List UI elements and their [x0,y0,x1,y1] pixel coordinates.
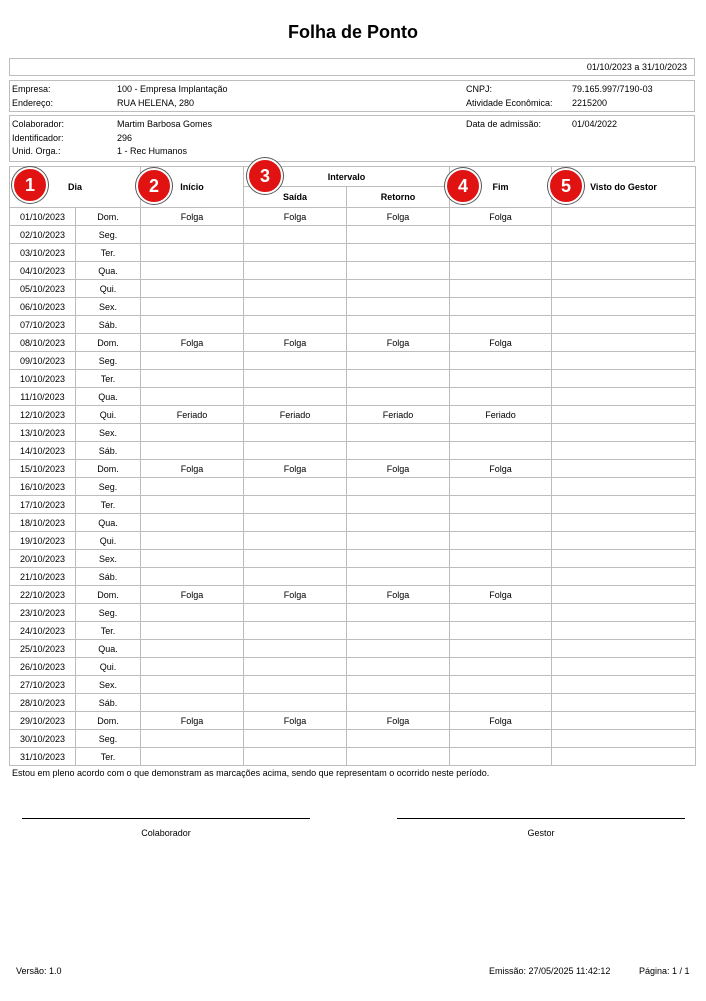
callout-badge-1: 1 [12,167,48,203]
retorno-cell: Folga [347,334,450,352]
fim-cell [450,604,552,622]
fim-cell [450,478,552,496]
timesheet-body [10,208,696,766]
day-date: 17/10/2023 [10,496,76,514]
timesheet-row [10,370,696,388]
day-date: 10/10/2023 [10,370,76,388]
fim-cell [450,568,552,586]
retorno-cell [347,748,450,766]
retorno-cell: Folga [347,460,450,478]
inicio-cell [141,658,244,676]
retorno-cell [347,316,450,334]
visto-cell [552,730,696,748]
day-of-week: Seg. [76,604,141,622]
inicio-cell [141,622,244,640]
saida-cell [244,352,347,370]
header-saida: Saída [244,187,347,208]
unidade-value: 1 - Rec Humanos [117,146,188,156]
fim-cell [450,316,552,334]
saida-cell [244,550,347,568]
day-date: 18/10/2023 [10,514,76,532]
fim-cell: Folga [450,334,552,352]
retorno-cell [347,550,450,568]
retorno-cell [347,658,450,676]
inicio-cell [141,298,244,316]
retorno-cell [347,676,450,694]
header-visto-gestor: Visto do Gestor [552,167,696,208]
day-date: 11/10/2023 [10,388,76,406]
page-title: Folha de Ponto [288,22,418,42]
visto-cell [552,208,696,226]
day-of-week: Qua. [76,640,141,658]
header-inicio: Início [141,167,244,208]
day-of-week: Sáb. [76,442,141,460]
day-date: 06/10/2023 [10,298,76,316]
day-date: 23/10/2023 [10,604,76,622]
saida-cell: Folga [244,460,347,478]
retorno-cell [347,496,450,514]
fim-cell: Folga [450,586,552,604]
colaborador-value: Martim Barbosa Gomes [117,119,213,129]
period-range: 01/10/2023 a 31/10/2023 [586,62,687,72]
fim-cell [450,442,552,460]
saida-cell [244,694,347,712]
timesheet-row [10,298,696,316]
visto-cell [552,496,696,514]
timesheet-row [10,208,696,226]
identificador-label: Identificador: [12,133,64,143]
header-retorno: Retorno [347,187,450,208]
inicio-cell [141,478,244,496]
footer-emission: Emissão: 27/05/2025 11:42:12 [489,966,611,976]
callout-badge-2: 2 [136,168,172,204]
gestor-signature-line [397,818,685,819]
cnpj-value: 79.165.997/7190-03 [572,84,653,94]
endereco-label: Endereço: [12,98,54,108]
fim-cell [450,514,552,532]
visto-cell [552,316,696,334]
fim-cell: Folga [450,208,552,226]
cnpj-label: CNPJ: [466,84,493,94]
timesheet-row [10,244,696,262]
timesheet-row [10,730,696,748]
day-of-week: Sáb. [76,568,141,586]
day-date: 01/10/2023 [10,208,76,226]
day-of-week: Seg. [76,352,141,370]
timesheet-row [10,640,696,658]
employee-info-box [9,115,695,162]
visto-cell [552,604,696,622]
period-box [9,58,695,76]
day-of-week: Dom. [76,334,141,352]
inicio-cell [141,568,244,586]
visto-cell [552,478,696,496]
retorno-cell [347,244,450,262]
day-date: 29/10/2023 [10,712,76,730]
timesheet-row [10,226,696,244]
inicio-cell [141,532,244,550]
fim-cell [450,370,552,388]
visto-cell [552,694,696,712]
saida-cell [244,424,347,442]
endereco-value: RUA HELENA, 280 [117,98,195,108]
saida-cell [244,514,347,532]
retorno-cell [347,532,450,550]
company-info-box [9,80,695,112]
colaborador-label: Colaborador: [12,119,65,129]
retorno-cell [347,442,450,460]
fim-cell [450,550,552,568]
retorno-cell [347,388,450,406]
visto-cell [552,712,696,730]
atividade-value: 2215200 [572,98,608,108]
day-date: 19/10/2023 [10,532,76,550]
fim-cell: Folga [450,712,552,730]
timesheet-row [10,334,696,352]
inicio-cell [141,550,244,568]
timesheet-row [10,622,696,640]
day-of-week: Qui. [76,280,141,298]
retorno-cell [347,514,450,532]
timesheet-row [10,694,696,712]
identificador-value: 296 [117,133,133,143]
day-of-week: Sex. [76,298,141,316]
fim-cell [450,532,552,550]
inicio-cell [141,352,244,370]
visto-cell [552,568,696,586]
visto-cell [552,442,696,460]
day-of-week: Sex. [76,550,141,568]
footer-version: Versão: 1.0 [16,966,62,976]
saida-cell [244,568,347,586]
saida-cell [244,532,347,550]
retorno-cell [347,226,450,244]
saida-cell: Feriado [244,406,347,424]
timesheet-row [10,604,696,622]
retorno-cell: Folga [347,586,450,604]
visto-cell [552,406,696,424]
saida-cell [244,316,347,334]
day-date: 09/10/2023 [10,352,76,370]
day-of-week: Dom. [76,460,141,478]
fim-cell [450,262,552,280]
timesheet-row [10,406,696,424]
empresa-label: Empresa: [12,84,51,94]
visto-cell [552,388,696,406]
visto-cell [552,370,696,388]
fim-cell [450,730,552,748]
fim-cell: Folga [450,460,552,478]
timesheet-row [10,262,696,280]
timesheet-row [10,460,696,478]
inicio-cell [141,424,244,442]
inicio-cell [141,640,244,658]
retorno-cell [347,694,450,712]
timesheet-row [10,316,696,334]
callout-badge-4: 4 [445,168,481,204]
day-date: 25/10/2023 [10,640,76,658]
visto-cell [552,298,696,316]
visto-cell [552,262,696,280]
day-of-week: Dom. [76,586,141,604]
visto-cell [552,658,696,676]
inicio-cell: Feriado [141,406,244,424]
day-date: 20/10/2023 [10,550,76,568]
saida-cell: Folga [244,712,347,730]
retorno-cell [347,298,450,316]
visto-cell [552,532,696,550]
gestor-signature-label: Gestor [527,828,555,838]
day-date: 21/10/2023 [10,568,76,586]
fim-cell [450,226,552,244]
fim-cell [450,298,552,316]
inicio-cell [141,262,244,280]
day-of-week: Qua. [76,388,141,406]
saida-cell [244,604,347,622]
timesheet-row [10,586,696,604]
inicio-cell [141,748,244,766]
saida-cell [244,370,347,388]
day-of-week: Qui. [76,532,141,550]
fim-cell [450,244,552,262]
saida-cell [244,280,347,298]
timesheet-row [10,658,696,676]
visto-cell [552,352,696,370]
unidade-label: Unid. Orga.: [12,146,61,156]
day-of-week: Qui. [76,658,141,676]
timesheet-row [10,388,696,406]
saida-cell [244,478,347,496]
saida-cell [244,748,347,766]
inicio-cell [141,694,244,712]
colaborador-signature-line [22,818,310,819]
timesheet-row [10,478,696,496]
saida-cell [244,298,347,316]
inicio-cell [141,730,244,748]
saida-cell [244,622,347,640]
saida-cell [244,244,347,262]
inicio-cell: Folga [141,586,244,604]
fim-cell [450,694,552,712]
fim-cell: Feriado [450,406,552,424]
callout-badge-5: 5 [548,168,584,204]
day-date: 22/10/2023 [10,586,76,604]
day-of-week: Sáb. [76,694,141,712]
callout-badge-3: 3 [247,158,283,194]
inicio-cell [141,514,244,532]
inicio-cell: Folga [141,460,244,478]
saida-cell [244,388,347,406]
day-of-week: Seg. [76,226,141,244]
empresa-value: 100 - Empresa Implantação [117,84,228,94]
inicio-cell [141,316,244,334]
fim-cell [450,622,552,640]
visto-cell [552,586,696,604]
day-of-week: Seg. [76,478,141,496]
saida-cell [244,442,347,460]
retorno-cell: Folga [347,208,450,226]
visto-cell [552,514,696,532]
day-date: 27/10/2023 [10,676,76,694]
day-date: 30/10/2023 [10,730,76,748]
day-of-week: Seg. [76,730,141,748]
agreement-statement: Estou em pleno acordo com o que demonstram as marcações acima, sendo que representam o ocorrido neste período. [12,768,490,778]
inicio-cell: Folga [141,208,244,226]
day-of-week: Qua. [76,262,141,280]
day-date: 13/10/2023 [10,424,76,442]
day-date: 31/10/2023 [10,748,76,766]
fim-cell [450,748,552,766]
day-date: 03/10/2023 [10,244,76,262]
saida-cell [244,226,347,244]
timesheet-row [10,442,696,460]
day-of-week: Sex. [76,424,141,442]
day-date: 24/10/2023 [10,622,76,640]
day-date: 08/10/2023 [10,334,76,352]
visto-cell [552,244,696,262]
day-of-week: Ter. [76,244,141,262]
visto-cell [552,280,696,298]
retorno-cell [347,424,450,442]
visto-cell [552,640,696,658]
timesheet-row [10,568,696,586]
inicio-cell: Folga [141,334,244,352]
saida-cell [244,676,347,694]
fim-cell [450,658,552,676]
day-date: 26/10/2023 [10,658,76,676]
day-of-week: Ter. [76,496,141,514]
header-intervalo: Intervalo [244,167,450,187]
day-of-week: Dom. [76,712,141,730]
saida-cell [244,658,347,676]
retorno-cell [347,568,450,586]
day-of-week: Ter. [76,370,141,388]
retorno-cell [347,730,450,748]
saida-cell [244,730,347,748]
retorno-cell [347,370,450,388]
retorno-cell: Feriado [347,406,450,424]
visto-cell [552,334,696,352]
visto-cell [552,226,696,244]
timesheet-row [10,532,696,550]
timesheet-row [10,424,696,442]
day-of-week: Dom. [76,208,141,226]
day-date: 12/10/2023 [10,406,76,424]
day-of-week: Ter. [76,748,141,766]
inicio-cell [141,604,244,622]
timesheet-row [10,712,696,730]
fim-cell [450,640,552,658]
colaborador-signature-label: Colaborador [141,828,191,838]
visto-cell [552,748,696,766]
retorno-cell [347,622,450,640]
timesheet-row [10,352,696,370]
day-date: 05/10/2023 [10,280,76,298]
inicio-cell [141,244,244,262]
timesheet-row [10,514,696,532]
header-dia: Dia [10,167,141,208]
visto-cell [552,622,696,640]
fim-cell [450,388,552,406]
inicio-cell [141,370,244,388]
day-of-week: Sáb. [76,316,141,334]
day-date: 04/10/2023 [10,262,76,280]
atividade-label: Atividade Econômica: [466,98,553,108]
admissao-label: Data de admissão: [466,119,542,129]
timesheet-row [10,748,696,766]
fim-cell [450,352,552,370]
day-of-week: Qua. [76,514,141,532]
day-of-week: Qui. [76,406,141,424]
saida-cell: Folga [244,334,347,352]
retorno-cell [347,262,450,280]
fim-cell [450,676,552,694]
inicio-cell: Folga [141,712,244,730]
day-date: 14/10/2023 [10,442,76,460]
retorno-cell [347,604,450,622]
fim-cell [450,280,552,298]
visto-cell [552,424,696,442]
admissao-value: 01/04/2022 [572,119,618,129]
timesheet-row [10,496,696,514]
day-date: 15/10/2023 [10,460,76,478]
day-of-week: Sex. [76,676,141,694]
saida-cell [244,640,347,658]
day-of-week: Ter. [76,622,141,640]
inicio-cell [141,442,244,460]
inicio-cell [141,496,244,514]
footer-page: Página: 1 / 1 [639,966,690,976]
timesheet-row [10,550,696,568]
retorno-cell [347,478,450,496]
saida-cell: Folga [244,208,347,226]
timesheet-row [10,280,696,298]
day-date: 16/10/2023 [10,478,76,496]
day-date: 28/10/2023 [10,694,76,712]
retorno-cell: Folga [347,712,450,730]
timesheet-table [9,166,696,766]
inicio-cell [141,388,244,406]
saida-cell [244,496,347,514]
day-date: 07/10/2023 [10,316,76,334]
inicio-cell [141,280,244,298]
retorno-cell [347,280,450,298]
retorno-cell [347,352,450,370]
inicio-cell [141,676,244,694]
day-date: 02/10/2023 [10,226,76,244]
header-fim: Fim [450,167,552,208]
inicio-cell [141,226,244,244]
visto-cell [552,550,696,568]
fim-cell [450,496,552,514]
retorno-cell [347,640,450,658]
saida-cell: Folga [244,586,347,604]
timesheet-row [10,676,696,694]
fim-cell [450,424,552,442]
visto-cell [552,676,696,694]
saida-cell [244,262,347,280]
visto-cell [552,460,696,478]
